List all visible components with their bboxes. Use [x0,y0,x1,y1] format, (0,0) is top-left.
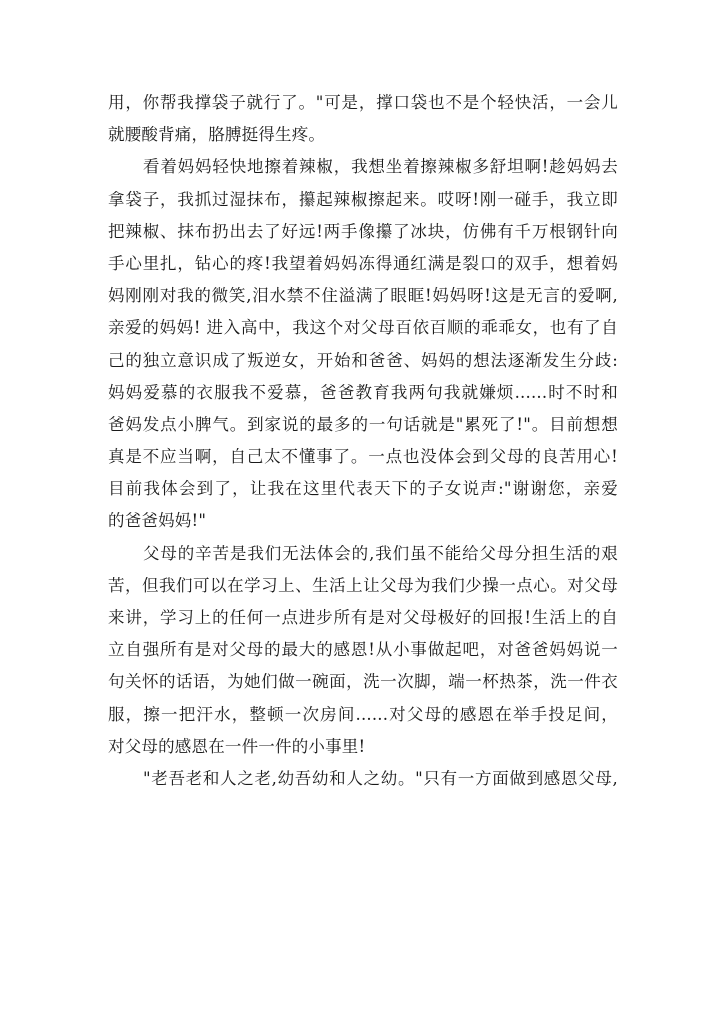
text-line: 立自强所有是对父母的最大的感恩!从小事做起吧，对爸爸妈妈说一 [108,640,618,660]
text-line: 爸妈发点小脾气。到家说的最多的一句话就是"累死了!"。目前想想 [108,414,618,434]
body-text [108,87,618,795]
text-line: 的爸爸妈妈!" [108,511,207,531]
text-line: 目前我体会到了，让我在这里代表天下的子女说声:"谢谢您，亲爱 [108,479,618,499]
text-line: 妈妈爱慕的衣服我不爱慕，爸爸教育我两句我就嫌烦......时不时和 [108,382,618,402]
text-line: 句关怀的话语，为她们做一碗面，洗一次脚，端一杯热茶，洗一件衣 [108,672,618,692]
text-line: 真是不应当啊，自己太不懂事了。一点也没体会到父母的良苦用心! [108,447,618,467]
text-line: 己的独立意识成了叛逆女，开始和爸爸、妈妈的想法逐渐发生分歧: [108,350,618,370]
text-line: 妈刚刚对我的微笑,泪水禁不住溢满了眼眶!妈妈呀!这是无言的爱啊, [108,286,618,306]
text-line: 来讲，学习上的任何一点进步所有是对父母极好的回报!生活上的自 [108,608,618,627]
paragraph-start-line: 看着妈妈轻快地擦着辣椒，我想坐着擦辣椒多舒坦啊!趁妈妈去 [143,157,618,177]
text-line: 拿袋子，我抓过湿抹布，攥起辣椒擦起来。哎呀!刚一碰手，我立即 [108,189,618,209]
text-line: 用，你帮我撑袋子就行了。"可是，撑口袋也不是个轻快活，一会儿 [108,93,618,112]
paragraph-start-line: "老吾老和人之老,幼吾幼和人之幼。"只有一方面做到感恩父母, [143,768,618,788]
paragraph-start-line: 父母的辛苦是我们无法体会的,我们虽不能给父母分担生活的艰 [143,543,618,563]
text-line: 服，擦一把汗水，整顿一次房间......对父母的感恩在举手投足间， [108,704,618,724]
text-line: 手心里扎，钻心的疼!我望着妈妈冻得通红满是裂口的双手，想着妈 [108,253,618,273]
text-line: 就腰酸背痛，胳膊挺得生疼。 [108,125,326,145]
text-line: 苦，但我们可以在学习上、生活上让父母为我们少操一点心。对父母 [108,575,618,595]
text-line: 亲爱的妈妈! 进入高中，我这个对父母百依百顺的乖乖女，也有了自 [108,318,618,338]
text-line: 对父母的感恩在一件一件的小事里! [108,736,366,756]
text-line: 把辣椒、抹布扔出去了好远!两手像攥了冰块，仿佛有千万根钢针向 [108,221,618,241]
